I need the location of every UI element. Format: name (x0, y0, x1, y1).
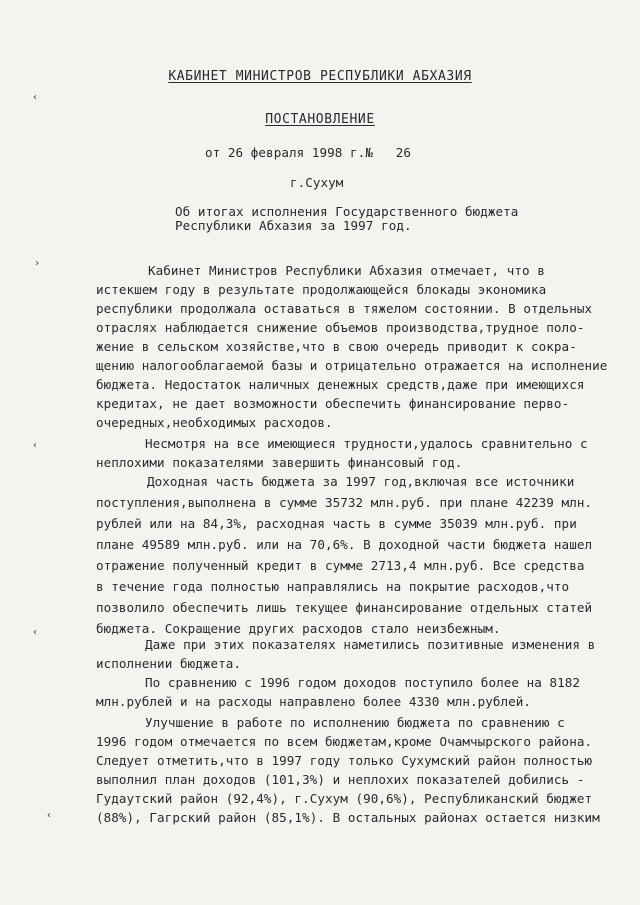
body-line: млн.рублей и на расходы направлено более 4330 млн.рублей. (96, 694, 532, 709)
body-line: позволило обеспечить лишь текущее финансирование отдельных статей (96, 600, 593, 615)
body-line: отраслях наблюдается снижение объемов производства,трудное поло- (96, 320, 585, 335)
document-city: г.Сухум (290, 175, 344, 190)
body-line: очередных,необходимых расходов. (96, 415, 333, 430)
body-line: в течение года полностью направлялись на покрытие расходов,что (96, 579, 570, 594)
body-line: жение в сельском хозяйстве,что в свою очередь приводит к сокра- (96, 339, 577, 354)
body-line: бюджета. Недостаток наличных денежных средств,даже при имеющихся (96, 377, 585, 392)
margin-mark-icon: › (34, 258, 41, 269)
body-line: По сравнению с 1996 годом доходов поступило более на 8182 (145, 675, 581, 690)
body-line: рублей или на 84,3%, расходная часть в сумме 35039 млн.руб. при (96, 516, 577, 531)
body-line: поступления,выполнена в сумме 35732 млн.руб. при плане 42239 млн. (96, 495, 593, 510)
document-subject-line: Республики Абхазия за 1997 год. (175, 218, 412, 233)
body-line: Гудаутский район (92,4%), г.Сухум (90,6%), Республиканский бюджет (96, 791, 593, 806)
body-line: плане 49589 млн.руб. или на 70,6%. В доходной части бюджета нашел (96, 537, 593, 552)
body-line: Улучшение в работе по исполнению бюджета по сравнению с (145, 715, 565, 730)
body-line: Даже при этих показателях наметились позитивные изменения в (145, 637, 596, 652)
margin-mark-icon: ‹ (32, 627, 39, 638)
document-subject-line: Об итогах исполнения Государственного бюджета (175, 204, 519, 219)
body-line: исполнении бюджета. (96, 656, 242, 671)
margin-mark-icon: ‹ (32, 440, 39, 451)
document-organization: КАБИНЕТ МИНИСТРОВ РЕСПУБЛИКИ АБХАЗИЯ (168, 69, 472, 84)
body-line: неплохими показателями завершить финансовый год. (96, 455, 463, 470)
body-line: Несмотря на все имеющиеся трудности,удалось сравнительно с (145, 436, 588, 451)
body-line: Следует отметить,что в 1997 году только Сухумский район полностью (96, 753, 593, 768)
document-type: ПОСТАНОВЛЕНИЕ (265, 112, 375, 127)
body-line: Кабинет Министров Республики Абхазия отмечает, что в (148, 263, 545, 278)
body-line: 1996 годом отмечается по всем бюджетам,кроме Очамчырского района. (96, 734, 593, 749)
body-line: отражение полученный кредит в сумме 2713,4 млн.руб. Все средства (96, 558, 585, 573)
body-line: выполнил план доходов (101,3%) и неплохих показателей добились - (96, 772, 585, 787)
body-line: (88%), Гагрский район (85,1%). В остальных районах остается низким (96, 810, 600, 825)
margin-mark-icon: ‹ (46, 810, 53, 821)
body-line: щению налогооблагаемой базы и отрицательно отражается на исполнение (96, 358, 608, 373)
margin-mark-icon: ‹ (32, 92, 39, 103)
body-line: Доходная часть бюджета за 1997 год,включая все источники (147, 474, 575, 489)
body-line: кредитах, не дает возможности обеспечить финансирование перво- (96, 396, 570, 411)
document-date-number: от 26 февраля 1998 г.№ 26 (205, 145, 412, 160)
body-line: республики продолжала оставаться в тяжелом состоянии. В отдельных (96, 301, 593, 316)
body-line: истекшем году в результате продолжающейся блокады экономика (96, 282, 547, 297)
body-line: бюджета. Сокращение других расходов стало неизбежным. (96, 621, 501, 636)
